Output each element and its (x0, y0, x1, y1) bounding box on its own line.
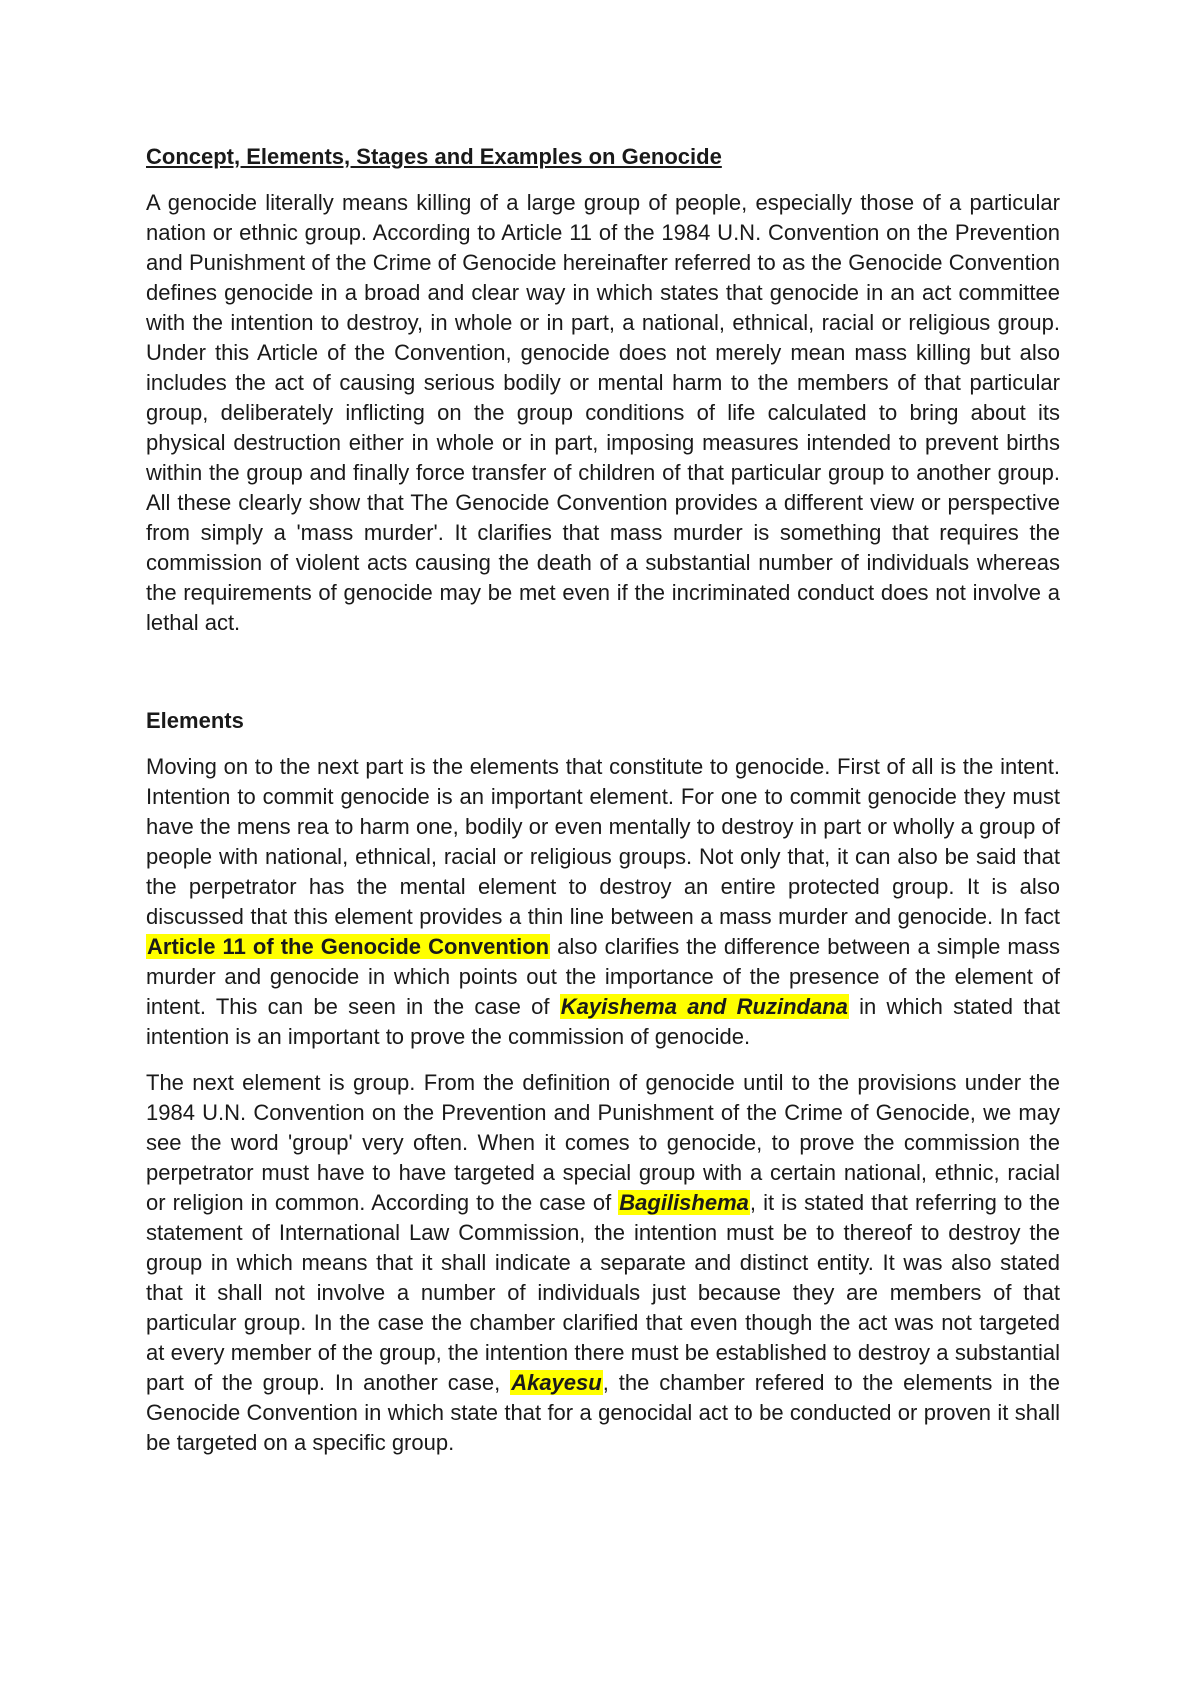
highlight-case-kayishema: Kayishema and Ruzindana (560, 994, 848, 1019)
paragraph-text: in which stated that intention is an important to prove the commission of genocide. (146, 994, 1060, 1049)
elements-heading: Elements (146, 708, 244, 733)
intro-paragraph: A genocide literally means killing of a large group of people, especially those of a particular nation or ethnic group. According to Article 11 of the 1984 U.N. Convention on the Prevention and Punishment of the Crime of Genocide hereinafter referred to as the Genocide Convention defines genocide in a broad and clear way in which states that genocide in an act committee with the intention to destroy, in whole or in part, a national, ethnical, racial or religious group. Under this Article of the Convention, genocide does not merely mean mass killing but also includes the act of causing serious bodily or mental harm to the members of that particular group, deliberately inflicting on the group conditions of life calculated to bring about its physical destruction either in whole or in part, imposing measures intended to prevent births within the group and finally force transfer of children of that particular group to another group. All these clearly show that The Genocide Convention provides a different view or perspective from simply a 'mass murder'. It clarifies that mass murder is something that requires the commission of violent acts causing the death of a substantial number of individuals whereas the requirements of genocide may be met even if the incriminated conduct does not involve a lethal act. (146, 190, 1060, 635)
highlight-case-akayesu: Akayesu (511, 1370, 602, 1395)
paragraph-text: , the chamber refered to the elements in the Genocide Convention in which state that for a genocidal act to be conducted or proven it shall be targeted on a specific group. (146, 1370, 1060, 1455)
highlight-case-bagilishema: Bagilishema (619, 1190, 749, 1215)
document-body (146, 142, 1060, 1458)
paragraph-text: The next element is group. From the definition of genocide until to the provisions under the 1984 U.N. Convention on the Prevention and Punishment of the Crime of Genocide, we may see the word 'group' very often. When it comes to genocide, to prove the commission the perpetrator must have to have targeted a special group with a certain national, ethnic, racial or religion in common. According to the case of (146, 1070, 1060, 1215)
paragraph-text: Moving on to the next part is the elements that constitute to genocide. First of all is the intent. Intention to commit genocide is an important element. For one to commit genocide they must have the mens rea to harm one, bodily or even mentally to destroy in part or wholly a group of people with national, ethnical, racial or religious groups. Not only that, it can also be said that the perpetrator has the mental element to destroy an entire protected group. It is also discussed that this element provides a thin line between a mass murder and genocide. In fact (146, 754, 1060, 929)
document-title: Concept, Elements, Stages and Examples on Genocide (146, 144, 722, 169)
paragraph-text: , it is stated that referring to the statement of International Law Commission, the intention must be to thereof to destroy the group in which means that it shall indicate a separate and distinct entity. It was also stated that it shall not involve a number of individuals just because they are members of that particular group. In the case the chamber clarified that even though the act was not targeted at every member of the group, the intention there must be established to destroy a substantial part of the group. In another case, (146, 1190, 1061, 1395)
elements-paragraph-group (146, 1068, 1060, 1458)
elements-paragraph-intent (146, 752, 1060, 1052)
paragraph-text: also clarifies the difference between a simple mass murder and genocide in which points out the importance of the presence of the element of intent. This can be seen in the case of (146, 934, 1060, 1019)
highlight-article-11: Article 11 of the Genocide Convention (147, 934, 550, 959)
